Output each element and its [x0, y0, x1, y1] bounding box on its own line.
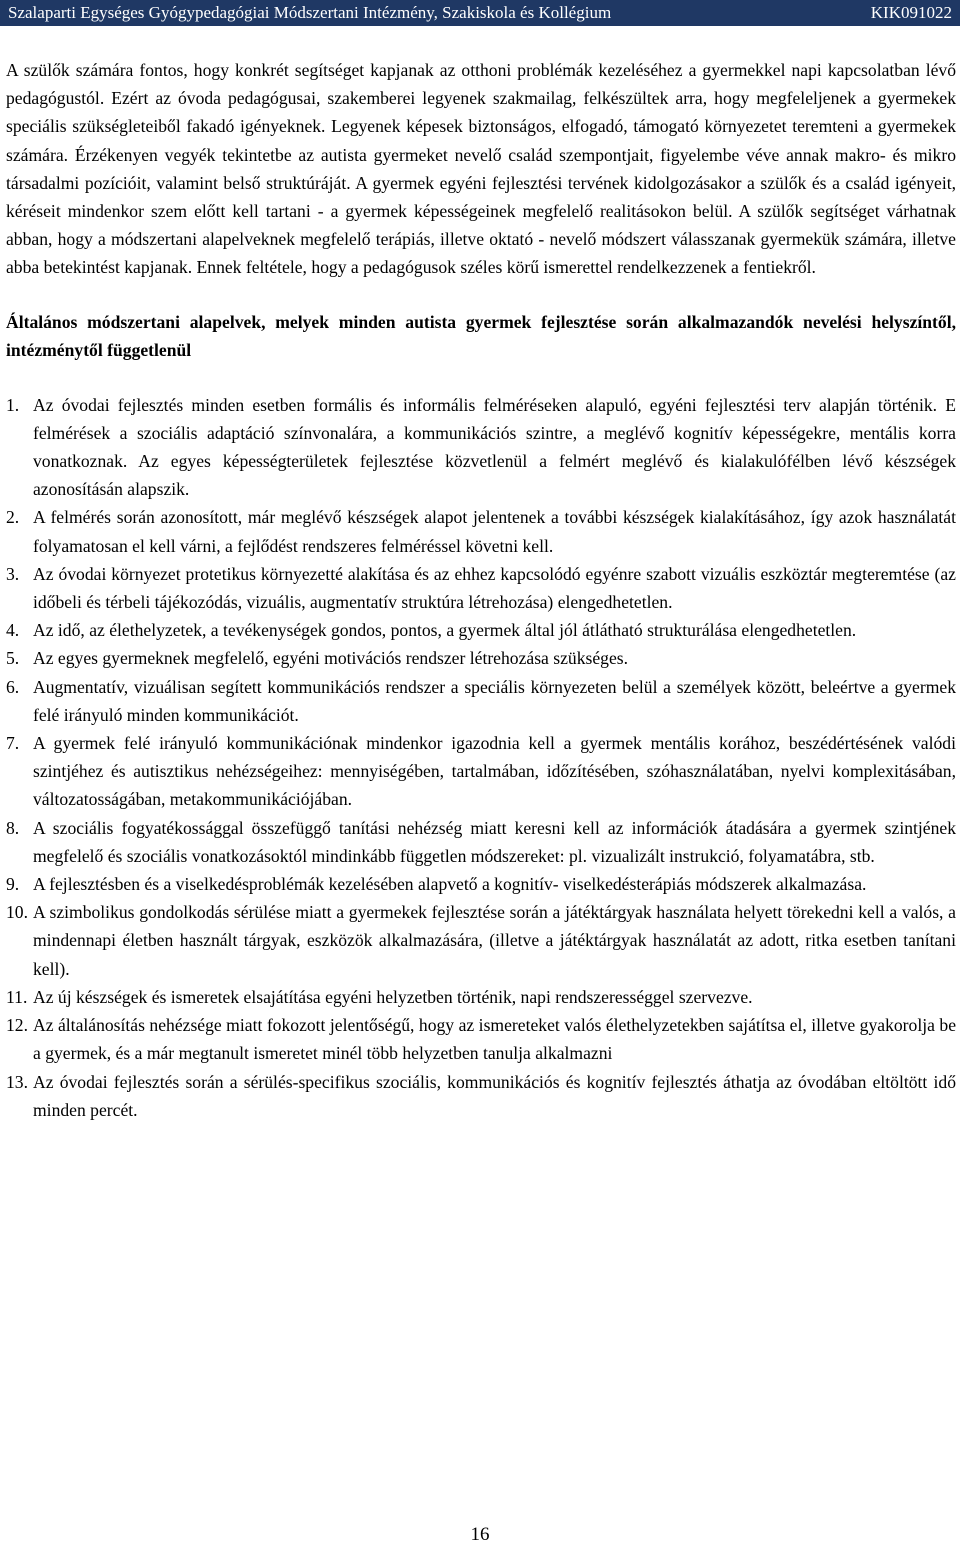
page-content [6, 56, 956, 1124]
list-item-text: Az új készségek és ismeretek elsajátítása egyéni helyzetben történik, napi rendszerességgel szervezve. [33, 986, 753, 1007]
list-item-number: 7. [6, 733, 20, 754]
list-item-text: Az általánosítás nehézsége miatt fokozott jelentőségű, hogy az ismereteket valós élethelyzetekben sajátítsa el, illetve gyakorolja be a gyermek, és a már megtanult ismeretet minél több helyzetben tanulja alkalmazni [33, 1015, 956, 1064]
list-item [6, 1068, 956, 1124]
list-item-number: 13. [6, 1071, 28, 1092]
list-item-text: Az óvodai fejlesztés minden esetben formális és informális felméréseken alapuló, egyéni fejlesztési terv alapján történik. E felmérések a szociális adaptáció színvonalára, a kommunikációs szintre, a meglévő kognitív képességekre, mentális korra vonatkoznak. Az egyes képességterületek fejlesztése közvetlenül a felmért meglévő és kialakulófélben lévő készségek azonosításán alapszik. [33, 394, 956, 500]
list-item-text: A szimbolikus gondolkodás sérülése miatt a gyermekek fejlesztése során a játéktárgyak használata helyett törekedni kell a valós, a mindennapi életben használt tárgyak, eszközök alkalmazására, (illetve a játéktárgyak használatát az adott, ritka esetben tanítani kell). [33, 902, 956, 979]
list-item [6, 503, 956, 559]
list-item-number: 2. [6, 507, 20, 528]
intro-paragraph: A szülők számára fontos, hogy konkrét segítséget kapjanak az otthoni problémák kezeléséhez a gyermekkel napi kapcsolatban lévő pedagógustól. Ezért az óvoda pedagógusai, szakemberei legyenek szakmailag, felkészültek arra, hogy megfeleljenek a gyermekek speciális szükségleteiből fakadó igényeknek. Legyenek képesek biztonságos, elfogadó, támogató környezetet teremteni a gyermekek számára. Érzékenyen vegyék tekintetbe az autista gyermeket nevelő család szempontjait, figyelembe véve annak makro- és mikro társadalmi pozícióit, valamint belső struktúráját. A gyermek egyéni fejlesztési tervének kidolgozásakor a szülők és a család igényeit, kéréseit mindenkor szem előtt kell tartani - a gyermek képességeinek megfelelő realitásokon belül. A szülők segítséget várhatnak abban, hogy a módszertani alapelveknek megfelelő terápiás, illetve oktató - nevelő módszert válasszanak gyermekük számára, illetve abba betekintést kapjanak. Ennek feltétele, hogy a pedagógusok széles körű ismerettel rendelkezzenek a fentiekről. [6, 60, 956, 278]
list-item-number: 3. [6, 563, 20, 584]
list-item [6, 1011, 956, 1067]
list-item-text: Az óvodai környezet protetikus környezetté alakítása és az ehhez kapcsolódó egyénre szabott vizuális eszköztár megteremtése (az időbeli és térbeli tájékozódás, vizuális, augmentatív struktúra létrehozása) elengedhetetlen. [33, 563, 956, 613]
list-item-text: Augmentatív, vizuálisan segített kommunikációs rendszer a speciális környezeten belül a személyek között, beleértve a gyermek felé irányuló minden kommunikációt. [33, 676, 956, 725]
list-item [6, 644, 956, 672]
list-item-number: 9. [6, 874, 20, 895]
list-item [6, 560, 956, 616]
list-item-number: 12. [6, 1015, 28, 1036]
list-item [6, 870, 956, 898]
list-item-number: 5. [6, 648, 20, 669]
list-item-text: A szociális fogyatékossággal összefüggő tanítási nehézség miatt keresni kell az információk átadására a gyermek szintjének megfelelő és szociális vonatkozásoktól mindinkább független módszereket: pl. vizualizált instrukció, folyamatábra, stb. [33, 817, 956, 866]
section-heading: Általános módszertani alapelvek, melyek minden autista gyermek fejlesztése során alkalmazandók nevelési helyszíntől, intézménytől függetlenül [6, 311, 956, 361]
list-item-number: 4. [6, 620, 20, 641]
list-item-text: Az óvodai fejlesztés során a sérülés-specifikus szociális, kommunikációs és kognitív fejlesztés áthatja az óvodában eltöltött idő minden percét. [33, 1071, 956, 1120]
list-item-number: 10. [6, 902, 28, 923]
list-item [6, 898, 956, 983]
list-item [6, 814, 956, 870]
header-title: Szalaparti Egységes Gyógypedagógiai Módszertani Intézmény, Szakiskola és Kollégium [8, 3, 612, 22]
list-item-text: Az egyes gyermeknek megfelelő, egyéni motivációs rendszer létrehozása szükséges. [33, 648, 629, 669]
list-item [6, 673, 956, 729]
page-number: 16 [470, 1524, 490, 1545]
page-header [0, 0, 960, 26]
principles-list [6, 391, 956, 1124]
list-item [6, 616, 956, 644]
list-item-number: 8. [6, 817, 20, 838]
list-item [6, 983, 956, 1011]
list-item-text: A gyermek felé irányuló kommunikációnak mindenkor igazodnia kell a gyermek mentális korához, beszédértésének valódi szintjéhez és autisztikus nehézségeihez: mennyiségében, tartalmában, időzítésében, szóhasználatában, nyelvi komplexitásában, változatosságában, metakommunikációjában. [33, 733, 956, 810]
list-item-text: Az idő, az élethelyzetek, a tevékenységek gondos, pontos, a gyermek által jól átlátható strukturálása elengedhetetlen. [33, 620, 857, 641]
list-item-text: A felmérés során azonosított, már meglévő készségek alapot jelentenek a további készségek kialakításához, így azok használatát folyamatosan el kell várni, a fejlődést rendszeres felméréssel követni kell. [33, 507, 956, 556]
list-item-text: A fejlesztésben és a viselkedésproblémák kezelésében alapvető a kognitív- viselkedésterápiás módszerek alkalmazása. [33, 874, 867, 895]
list-item-number: 6. [6, 676, 20, 697]
list-item [6, 391, 956, 504]
list-item [6, 729, 956, 814]
list-item-number: 11. [6, 986, 28, 1007]
header-code: KIK091022 [870, 3, 952, 22]
list-item-number: 1. [6, 394, 20, 415]
